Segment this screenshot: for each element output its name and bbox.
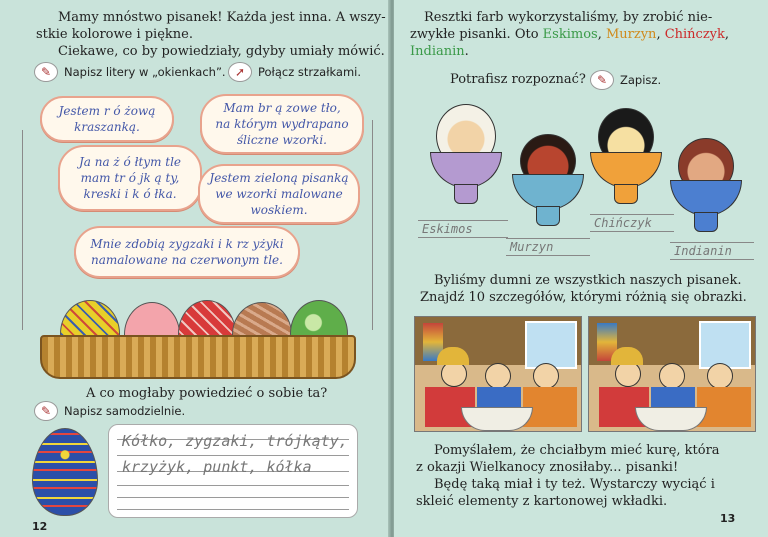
connector-line	[22, 130, 23, 330]
intro-line-2: stkie kolorowe i piękne.	[36, 27, 193, 42]
closing-line-3: Będę taką miał i ty też. Wystarczy wyciąć i	[434, 477, 715, 492]
closing-line-1: Pomyślałem, że chciałbym mieć kurę, która	[434, 443, 720, 458]
instruction-write-yourself: ✎ Napisz samodzielnie.	[34, 401, 185, 421]
speech-bubble-green-egg[interactable]: Jestem zieloną pisanką we wzorki malowane woskiem.	[198, 164, 360, 224]
name-murzyn: Murzyn	[605, 27, 657, 42]
diff-line-2: Znajdź 10 szczegółów, którymi różnią się obrazki.	[420, 290, 747, 305]
right-intro-line-3: Indianin.	[410, 44, 469, 59]
pencil-icon: ✎	[34, 62, 58, 82]
pencil-icon: ✎	[590, 70, 614, 90]
instruction-connect-arrows: ➚ Połącz strzałkami.	[228, 62, 361, 82]
closing-line-4: skleić elementy z kartonowej wkładki.	[416, 494, 668, 509]
recognize-question: Potrafisz rozpoznać?	[450, 72, 586, 87]
wicker-basket	[40, 335, 356, 379]
label-indianin[interactable]: Indianin	[670, 242, 754, 260]
closing-line-2: z okazji Wielkanocy znosiłaby... pisanki!	[416, 460, 679, 475]
page-number: 12	[32, 520, 48, 533]
speech-bubble-red-egg[interactable]: Mnie zdobią zygzaki i k rz yżyki namalowane na czerwonym tle.	[74, 226, 300, 278]
arrow-hand-icon: ➚	[228, 62, 252, 82]
speech-bubble-pink-egg[interactable]: Jestem r ó żową kraszanką.	[40, 96, 174, 142]
african-egg-cup	[512, 134, 584, 234]
blue-patterned-egg	[32, 428, 98, 516]
instruction-write-letters: ✎ Napisz litery w „okienkach”.	[34, 62, 226, 82]
name-indianin: Indianin	[410, 44, 465, 59]
eskimo-egg-cup	[430, 104, 502, 204]
speech-bubble-yellow-egg[interactable]: Ja na ż ó łtym tle mam tr ó jk ą ty, kreski i k ó łka.	[58, 145, 202, 211]
instruction-write-down: ✎ Zapisz.	[590, 70, 661, 90]
name-chinczyk: Chińczyk	[664, 27, 725, 42]
handwritten-answer-line-2: krzyżyk, punkt, kółka	[122, 458, 312, 476]
page-number: 13	[720, 512, 736, 525]
picture-with-differences[interactable]	[588, 316, 756, 432]
label-eskimos[interactable]: Eskimos	[418, 220, 508, 238]
intro-line-3: Ciekawe, co by powiedziały, gdyby umiały mówić.	[58, 44, 385, 59]
label-chinczyk[interactable]: Chińczyk	[590, 214, 674, 232]
right-intro-line-2: zwykłe pisanki. Oto Eskimos, Murzyn, Chińczyk,	[410, 27, 730, 42]
diff-line-1: Byliśmy dumni ze wszystkich naszych pisanek.	[434, 273, 742, 288]
intro-line-1: Mamy mnóstwo pisanek! Każda jest inna. A wszy-	[58, 10, 386, 25]
asian-egg-cup	[590, 108, 662, 208]
right-intro-line-1: Resztki farb wykorzystaliśmy, by zrobić nie-	[424, 10, 713, 25]
native-american-egg-cup	[670, 138, 742, 238]
name-eskimos: Eskimos	[542, 27, 598, 42]
label-murzyn[interactable]: Murzyn	[506, 238, 590, 256]
handwritten-answer-line-1: Kółko, zygzaki, trójkąty,	[122, 432, 348, 450]
right-page	[394, 0, 768, 537]
speech-bubble-brown-egg[interactable]: Mam br ą zowe tło, na którym wydrapano śliczne wzorki.	[200, 94, 364, 154]
connector-line	[372, 120, 373, 330]
pencil-icon: ✎	[34, 401, 58, 421]
question-text: A co mogłaby powiedzieć o sobie ta?	[86, 386, 328, 401]
picture-original[interactable]	[414, 316, 582, 432]
